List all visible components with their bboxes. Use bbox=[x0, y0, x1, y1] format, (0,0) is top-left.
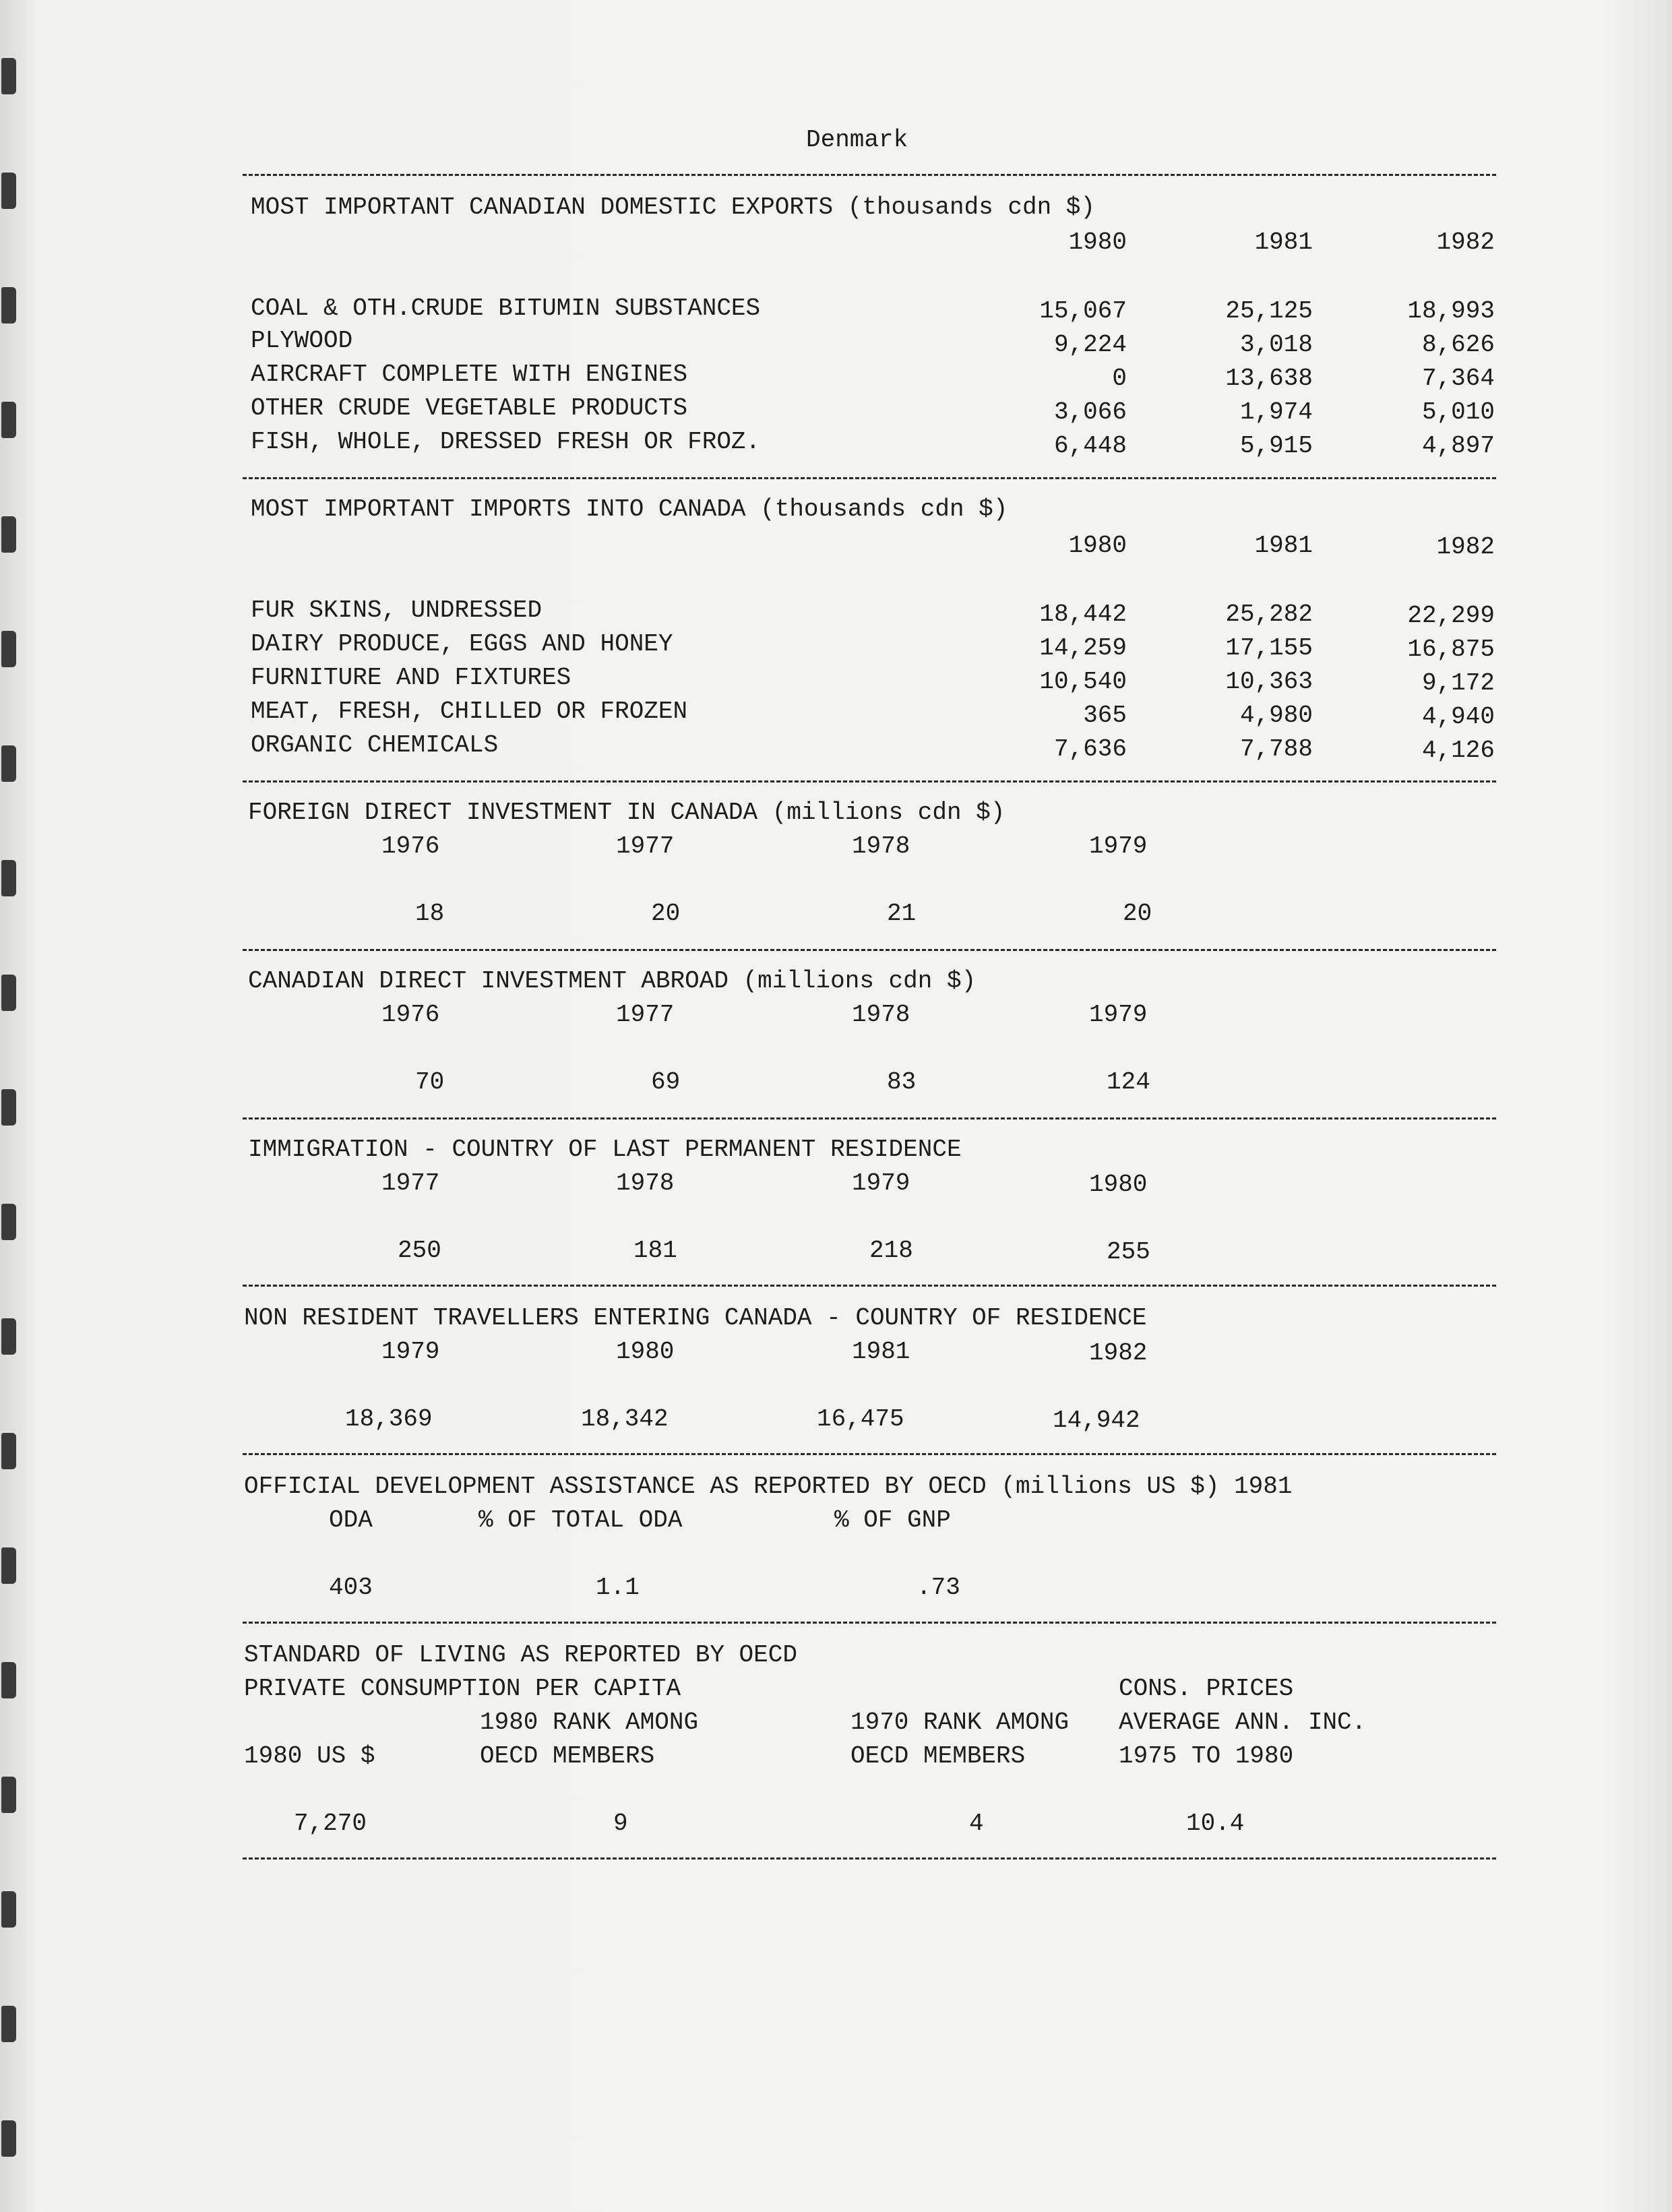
fdi-value: 20 bbox=[651, 900, 681, 927]
binding-ring bbox=[1, 173, 16, 209]
row-value: 10,540 bbox=[1039, 668, 1127, 696]
binding-ring bbox=[1, 1433, 16, 1469]
living-value: 10.4 bbox=[1186, 1810, 1245, 1837]
travellers-year: 1981 bbox=[852, 1338, 910, 1365]
cdia-value: 69 bbox=[651, 1068, 681, 1096]
immigration-value: 181 bbox=[633, 1237, 677, 1264]
living-header: 1980 RANK AMONG bbox=[480, 1709, 699, 1736]
binding-ring bbox=[1, 631, 16, 667]
row-value: 7,636 bbox=[1053, 735, 1127, 763]
cdia-year: 1979 bbox=[1089, 1001, 1148, 1028]
travellers-value: 18,342 bbox=[581, 1405, 669, 1433]
fdi-year: 1976 bbox=[381, 832, 440, 860]
row-value: 17,155 bbox=[1225, 634, 1313, 662]
binding-ring bbox=[1, 860, 16, 896]
oda-title: OFFICIAL DEVELOPMENT ASSISTANCE AS REPORTED BY OECD (millions US $) 1981 bbox=[244, 1473, 1293, 1500]
row-value: 4,940 bbox=[1421, 703, 1495, 731]
row-value: 14,259 bbox=[1039, 634, 1127, 662]
row-label: OTHER CRUDE VEGETABLE PRODUCTS bbox=[251, 394, 688, 422]
binding-ring bbox=[1, 975, 16, 1011]
living-header: OECD MEMBERS bbox=[850, 1742, 1026, 1770]
binding-ring bbox=[1, 2120, 16, 2157]
divider bbox=[243, 1622, 1496, 1624]
row-value: 7,788 bbox=[1239, 735, 1313, 763]
fdi-year: 1979 bbox=[1089, 832, 1148, 860]
row-value: 13,638 bbox=[1225, 365, 1313, 392]
oda-value: .73 bbox=[917, 1574, 960, 1601]
immigration-title: IMMIGRATION - COUNTRY OF LAST PERMANENT RESIDENCE bbox=[248, 1136, 962, 1163]
row-value: 25,125 bbox=[1225, 297, 1313, 325]
binding-ring bbox=[1, 1089, 16, 1126]
travellers-year: 1979 bbox=[381, 1338, 440, 1365]
cdia-value: 83 bbox=[887, 1068, 917, 1096]
row-label: ORGANIC CHEMICALS bbox=[251, 731, 499, 759]
binding-ring bbox=[1, 1318, 16, 1355]
imports-year-header: 1982 bbox=[1436, 533, 1495, 561]
cdia-year: 1977 bbox=[616, 1001, 675, 1028]
cdia-title: CANADIAN DIRECT INVESTMENT ABROAD (millions cdn $) bbox=[248, 967, 977, 995]
divider bbox=[243, 477, 1496, 479]
row-label: DAIRY PRODUCE, EGGS AND HONEY bbox=[251, 630, 673, 658]
row-value: 4,980 bbox=[1239, 702, 1313, 729]
page-title: Denmark bbox=[806, 126, 908, 154]
living-cons-prices: CONS. PRICES bbox=[1119, 1675, 1294, 1702]
living-value: 7,270 bbox=[294, 1810, 367, 1837]
living-value: 9 bbox=[613, 1810, 628, 1837]
fdi-value: 20 bbox=[1123, 900, 1152, 927]
row-value: 15,067 bbox=[1039, 297, 1127, 325]
travellers-year: 1982 bbox=[1089, 1339, 1148, 1367]
row-value: 18,442 bbox=[1039, 601, 1127, 628]
row-value: 7,364 bbox=[1421, 365, 1495, 392]
row-value: 25,282 bbox=[1225, 601, 1313, 628]
binding-ring bbox=[1, 58, 16, 94]
cdia-year: 1978 bbox=[852, 1001, 910, 1028]
binding-ring bbox=[1, 2006, 16, 2042]
row-value: 4,897 bbox=[1421, 432, 1495, 460]
immigration-year: 1978 bbox=[616, 1169, 675, 1197]
row-value: 8,626 bbox=[1421, 331, 1495, 359]
row-value: 5,915 bbox=[1239, 432, 1313, 460]
travellers-value: 14,942 bbox=[1053, 1407, 1140, 1434]
fdi-title: FOREIGN DIRECT INVESTMENT IN CANADA (millions cdn $) bbox=[248, 799, 1005, 826]
cdia-value: 124 bbox=[1107, 1068, 1150, 1096]
immigration-year: 1979 bbox=[852, 1169, 910, 1197]
binding-ring bbox=[1, 1662, 16, 1698]
oda-value: 403 bbox=[329, 1574, 373, 1601]
travellers-year: 1980 bbox=[616, 1338, 675, 1365]
divider bbox=[243, 1117, 1496, 1119]
binding-ring bbox=[1, 1204, 16, 1240]
row-value: 9,172 bbox=[1421, 669, 1495, 697]
fdi-year: 1978 bbox=[852, 832, 910, 860]
cdia-year: 1976 bbox=[381, 1001, 440, 1028]
row-value: 16,875 bbox=[1407, 636, 1495, 663]
oda-value: 1.1 bbox=[596, 1574, 640, 1601]
living-value: 4 bbox=[969, 1810, 984, 1837]
immigration-year: 1980 bbox=[1089, 1171, 1148, 1198]
row-value: 365 bbox=[1083, 702, 1127, 729]
imports-title: MOST IMPORTANT IMPORTS INTO CANADA (thousands cdn $) bbox=[251, 495, 1008, 523]
row-value: 5,010 bbox=[1421, 398, 1495, 426]
travellers-title: NON RESIDENT TRAVELLERS ENTERING CANADA - COUNTRY OF RESIDENCE bbox=[244, 1304, 1147, 1332]
cdia-value: 70 bbox=[415, 1068, 445, 1096]
divider bbox=[243, 1453, 1496, 1455]
binding-ring bbox=[1, 516, 16, 553]
row-value: 6,448 bbox=[1053, 432, 1127, 460]
row-label: PLYWOOD bbox=[251, 327, 353, 355]
travellers-value: 18,369 bbox=[345, 1405, 433, 1433]
living-header: 1970 RANK AMONG bbox=[850, 1709, 1070, 1736]
binding-ring bbox=[1, 1547, 16, 1584]
binding-ring bbox=[1, 1891, 16, 1928]
oda-header: % OF TOTAL ODA bbox=[478, 1506, 683, 1534]
living-subtitle: PRIVATE CONSUMPTION PER CAPITA bbox=[244, 1675, 681, 1702]
immigration-value: 218 bbox=[869, 1237, 913, 1264]
row-label: FUR SKINS, UNDRESSED bbox=[251, 596, 543, 624]
travellers-value: 16,475 bbox=[817, 1405, 904, 1433]
divider bbox=[243, 174, 1496, 176]
living-header: 1975 TO 1980 bbox=[1119, 1742, 1294, 1770]
immigration-value: 250 bbox=[398, 1237, 441, 1264]
row-label: FISH, WHOLE, DRESSED FRESH OR FROZ. bbox=[251, 428, 761, 456]
living-header: OECD MEMBERS bbox=[480, 1742, 655, 1770]
immigration-year: 1977 bbox=[381, 1169, 440, 1197]
living-header: AVERAGE ANN. INC. bbox=[1119, 1709, 1367, 1736]
row-label: COAL & OTH.CRUDE BITUMIN SUBSTANCES bbox=[251, 295, 761, 322]
row-value: 9,224 bbox=[1053, 331, 1127, 359]
living-header: 1980 US $ bbox=[244, 1742, 375, 1770]
binding-ring bbox=[1, 745, 16, 782]
row-value: 22,299 bbox=[1407, 602, 1495, 629]
row-value: 0 bbox=[1112, 365, 1127, 392]
fdi-value: 18 bbox=[415, 900, 445, 927]
binding-ring bbox=[1, 402, 16, 438]
row-label: AIRCRAFT COMPLETE WITH ENGINES bbox=[251, 361, 688, 388]
exports-year-header: 1980 bbox=[1068, 228, 1127, 256]
divider bbox=[243, 780, 1496, 782]
living-title: STANDARD OF LIVING AS REPORTED BY OECD bbox=[244, 1641, 797, 1669]
exports-year-header: 1982 bbox=[1436, 228, 1495, 256]
row-label: FURNITURE AND FIXTURES bbox=[251, 664, 571, 692]
divider bbox=[243, 1857, 1496, 1860]
oda-header: % OF GNP bbox=[834, 1506, 951, 1534]
row-label: MEAT, FRESH, CHILLED OR FROZEN bbox=[251, 698, 688, 725]
fdi-value: 21 bbox=[887, 900, 917, 927]
exports-title: MOST IMPORTANT CANADIAN DOMESTIC EXPORTS (thousands cdn $) bbox=[251, 193, 1096, 221]
fdi-year: 1977 bbox=[616, 832, 675, 860]
row-value: 4,126 bbox=[1421, 737, 1495, 764]
oda-header: ODA bbox=[329, 1506, 373, 1534]
row-value: 3,018 bbox=[1239, 331, 1313, 359]
immigration-value: 255 bbox=[1107, 1238, 1150, 1266]
divider bbox=[243, 949, 1496, 951]
divider bbox=[243, 1285, 1496, 1287]
imports-year-header: 1980 bbox=[1068, 532, 1127, 559]
binding-ring bbox=[1, 287, 16, 324]
exports-year-header: 1981 bbox=[1254, 228, 1313, 256]
binding-ring bbox=[1, 1777, 16, 1813]
row-value: 10,363 bbox=[1225, 668, 1313, 696]
row-value: 1,974 bbox=[1239, 398, 1313, 426]
row-value: 3,066 bbox=[1053, 398, 1127, 426]
row-value: 18,993 bbox=[1407, 297, 1495, 325]
imports-year-header: 1981 bbox=[1254, 532, 1313, 559]
